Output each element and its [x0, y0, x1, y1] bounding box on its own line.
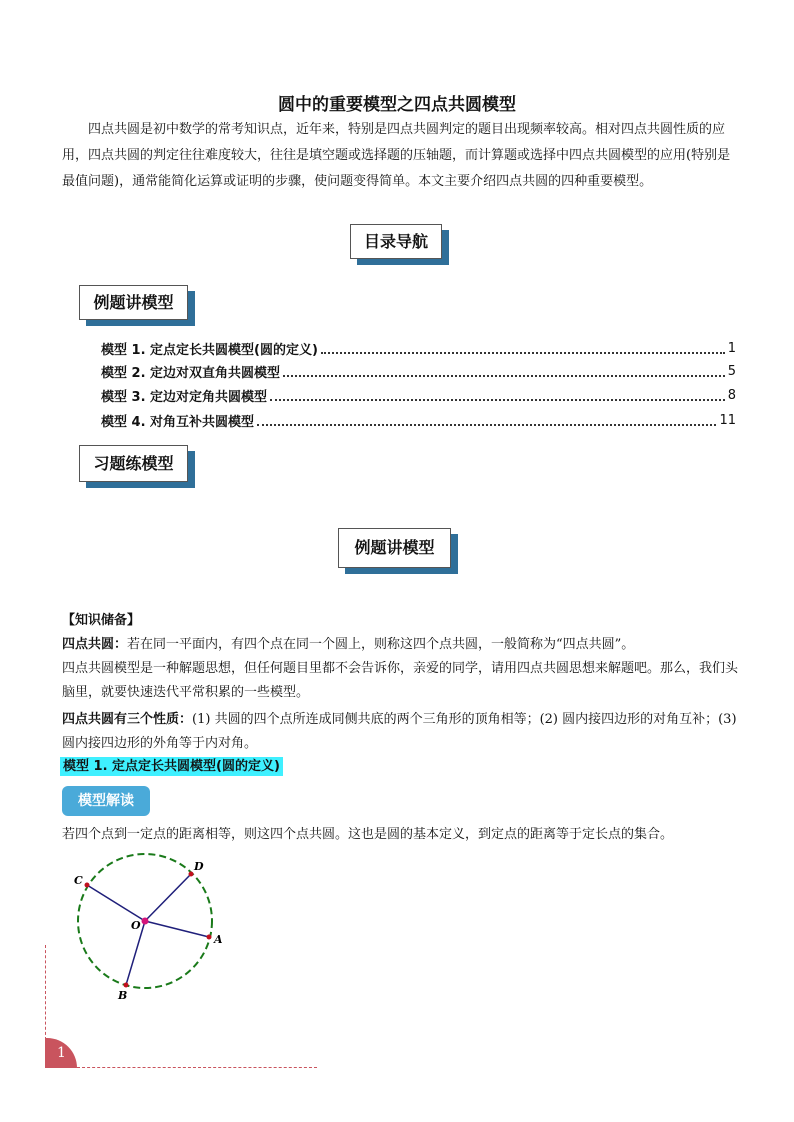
- section-box-examples-main: 例题讲模型: [338, 528, 451, 568]
- interpret-text: 若四个点到一定点的距离相等，则这四个点共圆。这也是圆的基本定义，到定点的距离等于定长点的集合。: [62, 827, 674, 842]
- segment-od: [145, 874, 191, 921]
- section-box-exercises: 习题练模型: [79, 445, 188, 482]
- page-title: 圆中的重要模型之四点共圆模型: [278, 95, 516, 115]
- thinking-paragraph: 四点共圆模型是一种解题思想，但任何题目里都不会告诉你，亲爱的同学，请用四点共圆思想来解题吧。那么，我们头脑里，就要快速迭代平常积累的一些模型。: [62, 661, 739, 700]
- intro-paragraph: 四点共圆是初中数学的常考知识点，近年来，特别是四点共圆判定的题目出现频率较高。相对四点共圆性质的应用，四点共圆的判定往往难度较大，往往是填空题或选择题的压轴题，而计算题或选择中四点共圆模型的应用(特别是最值问题)，通常能简化运算或证明的步骤，使问题变得简单。本文主要介绍四点共圆的四种重要模型。: [62, 122, 731, 189]
- toc-leader: [270, 390, 725, 401]
- model1-heading: 模型 1. 定点定长共圆模型(圆的定义): [60, 757, 283, 776]
- label-b: B: [118, 989, 128, 1002]
- nav-section-box: 目录导航: [350, 224, 442, 259]
- toc-leader: [321, 343, 725, 354]
- label-c: C: [74, 874, 83, 887]
- toc-leader: [283, 366, 725, 377]
- toc-page: 1: [727, 340, 736, 356]
- toc-label: 模型 4. 对角互补共圆模型: [101, 414, 255, 430]
- point-o: [142, 918, 149, 925]
- toc-page: 8: [727, 387, 736, 403]
- section-box-examples: 例题讲模型: [79, 285, 188, 320]
- toc-item-4[interactable]: [101, 409, 736, 431]
- toc-leader: [257, 415, 716, 426]
- circle-figure: [70, 848, 230, 1003]
- page-border-vertical: [45, 945, 46, 1040]
- label-d: D: [194, 860, 204, 873]
- properties-paragraph: [62, 708, 742, 756]
- point-d: [189, 872, 194, 877]
- label-o: O: [131, 919, 141, 932]
- definition-paragraph: [62, 633, 742, 657]
- toc-item-2[interactable]: [101, 360, 736, 382]
- label-a: A: [214, 933, 223, 946]
- toc-page: 5: [727, 363, 736, 379]
- toc-label: 模型 2. 定边对双直角共圆模型: [101, 365, 281, 381]
- definition-term: 四点共圆：: [62, 637, 128, 652]
- point-c: [85, 883, 90, 888]
- properties-term: 四点共圆有三个性质：: [62, 712, 193, 727]
- page-number: 1: [45, 1038, 77, 1068]
- properties-text: (1) 共圆的四个点所连成同侧共底的两个三角形的顶角相等；(2) 圆内接四边形的对角互补；(3) 圆内接四边形的外角等于内对角。: [62, 712, 737, 751]
- point-a: [207, 935, 212, 940]
- model-interpret-button[interactable]: 模型解读: [62, 786, 150, 816]
- segment-oc: [87, 885, 145, 921]
- toc-item-1[interactable]: [101, 337, 736, 359]
- point-b: [124, 983, 129, 988]
- toc-page: 11: [719, 412, 736, 428]
- knowledge-heading: 【知识储备】: [62, 613, 141, 628]
- toc-label: 模型 1. 定点定长共圆模型(圆的定义): [101, 342, 318, 358]
- segment-oa: [145, 921, 209, 937]
- toc-item-3[interactable]: [101, 384, 736, 406]
- page-border-horizontal: [77, 1067, 317, 1068]
- definition-text: 若在同一平面内，有四个点在同一个圆上，则称这四个点共圆，一般简称为“四点共圆”。: [127, 637, 635, 652]
- toc-label: 模型 3. 定边对定角共圆模型: [101, 389, 268, 405]
